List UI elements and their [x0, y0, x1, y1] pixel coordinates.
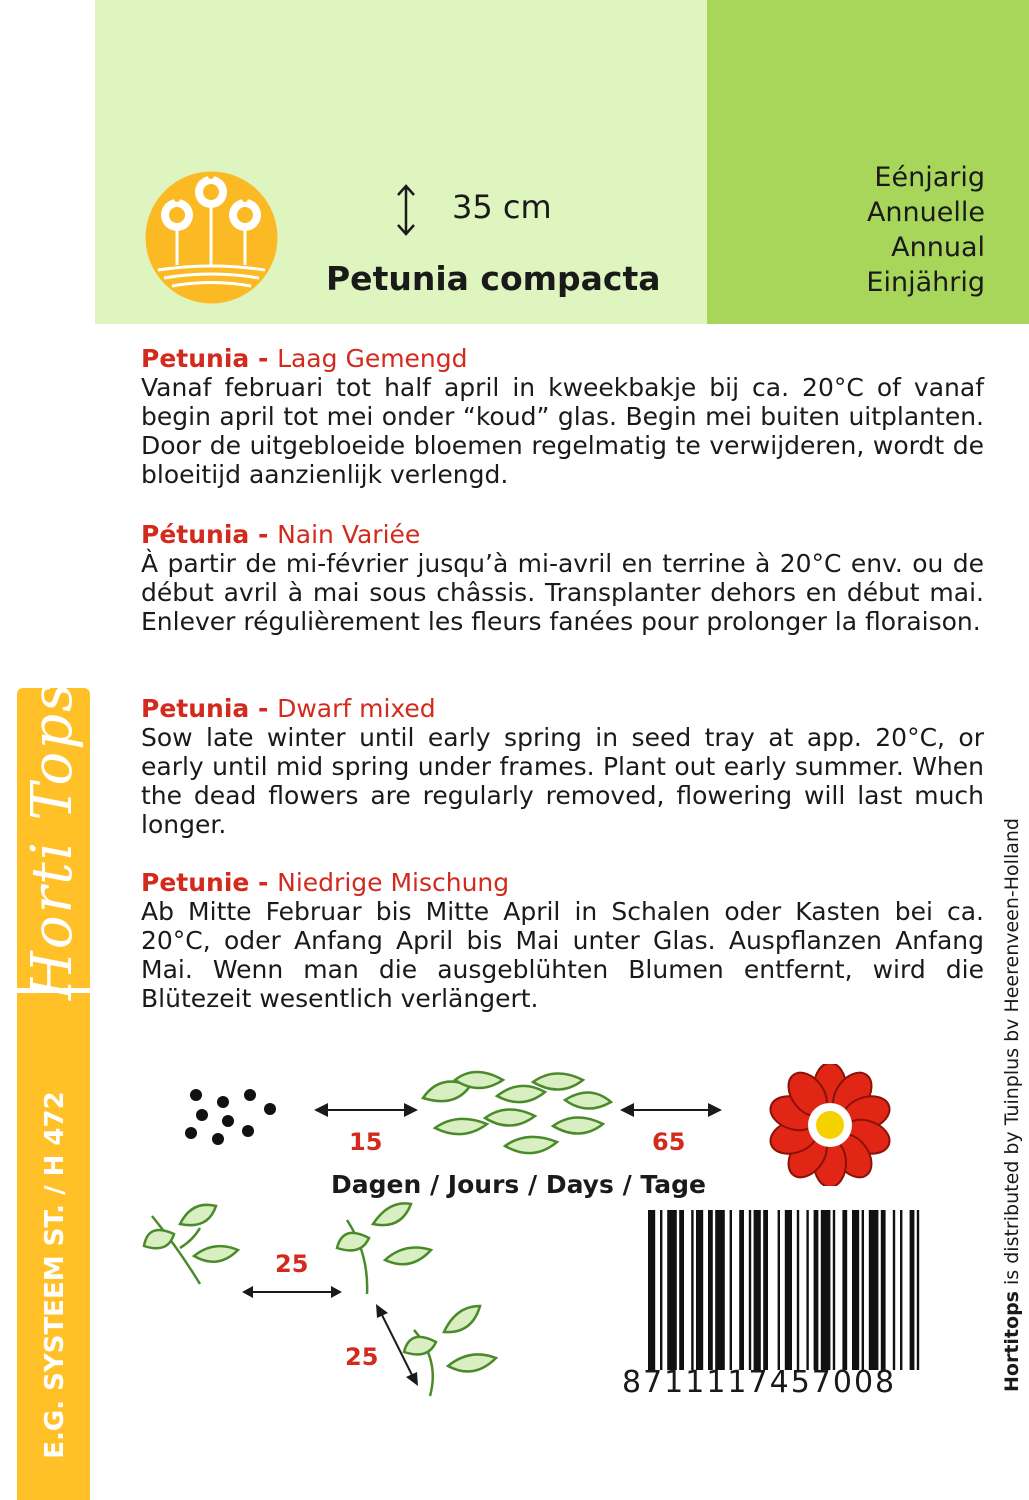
section-body: Ab Mitte Februar bis Mitte April in Schalen oder Kasten bei ca. 20°C, oder Anfang April bis Mai unter Glas. Auspflanzen Anfang Mai. Wenn man die ausgeblühten Blumen entfernt, wird die Blütezeit wesentlich verlängert.: [141, 897, 984, 1013]
plant-name: Petunia compacta: [326, 259, 661, 298]
section-variety: Dwarf mixed: [277, 694, 436, 723]
product-code: E.G. SYSTEEM ST. / H 472: [40, 1091, 70, 1459]
row-spacing: 25: [275, 1250, 309, 1278]
section-variety: Laag Gemengd: [277, 344, 468, 373]
flowering-arrow-icon: [618, 1098, 724, 1122]
distribution-brand: Hortitops: [1001, 1291, 1023, 1392]
height-arrow-icon: [392, 183, 420, 237]
row-spacing-arrow-icon: [240, 1282, 344, 1302]
distribution-note: [997, 765, 1027, 1445]
section-variety: Niedrige Mischung: [277, 868, 510, 897]
germination-days: 15: [349, 1128, 383, 1156]
instructions-en: [141, 694, 984, 839]
plant-size-icon: [144, 170, 279, 305]
germination-arrow-icon: [312, 1098, 420, 1122]
section-title: Petunie -: [141, 868, 278, 897]
section-title: Petunia -: [141, 694, 278, 723]
annual-label-list: [707, 160, 985, 300]
flower-icon: [766, 1064, 894, 1186]
section-title: Pétunia -: [141, 520, 278, 549]
instructions-de: [141, 868, 984, 1013]
seeds-icon: [180, 1085, 280, 1145]
plant-spacing-arrow-icon: [372, 1303, 422, 1387]
instructions-fr: [141, 520, 984, 636]
annual-label-nl: Eénjarig: [874, 162, 985, 193]
section-title: Petunia -: [141, 344, 278, 373]
flowering-days: 65: [652, 1128, 686, 1156]
section-body: Vanaf februari tot half april in kweekbakje bij ca. 20°C of vanaf begin april tot mei onder “koud” glas. Begin mei buiten uitplanten. Door de uitgebloeide bloemen regelmatig te verwijderen, wordt de bloeitijd aanzienlijk verlengd.: [141, 373, 984, 489]
section-variety: Nain Variée: [277, 520, 421, 549]
days-label: Dagen / Jours / Days / Tage: [331, 1170, 706, 1199]
distribution-text: is distributed by Tuinplus bv Heerenveen-Holland: [1001, 818, 1023, 1292]
barcode: [648, 1210, 934, 1370]
brand-logo: Horti Tops: [20, 681, 85, 1000]
instructions-nl: [141, 344, 984, 489]
seedling-plant-icon: [333, 1198, 443, 1298]
annual-label-fr: Annuelle: [866, 197, 985, 228]
barcode-number: 8711117457008: [622, 1365, 897, 1400]
annual-label-de: Einjährig: [866, 267, 985, 298]
seedling-plant-icon: [138, 1198, 248, 1288]
annual-label-en: Annual: [891, 232, 985, 263]
section-body: À partir de mi-février jusqu’à mi-avril en terrine à 20°C env. ou de début avril à mai sous châssis. Transplanter dehors en début mai. Enlever régulièrement les fleurs fanées pour prolonger la floraison.: [141, 549, 984, 636]
section-body: Sow late winter until early spring in seed tray at app. 20°C, or early until mid spring under frames. Plant out early summer. When the dead flowers are regularly removed, flowering will last much longer.: [141, 723, 984, 839]
plant-height: 35 cm: [452, 188, 552, 226]
plant-spacing: 25: [345, 1343, 379, 1371]
seedlings-icon: [415, 1068, 615, 1164]
